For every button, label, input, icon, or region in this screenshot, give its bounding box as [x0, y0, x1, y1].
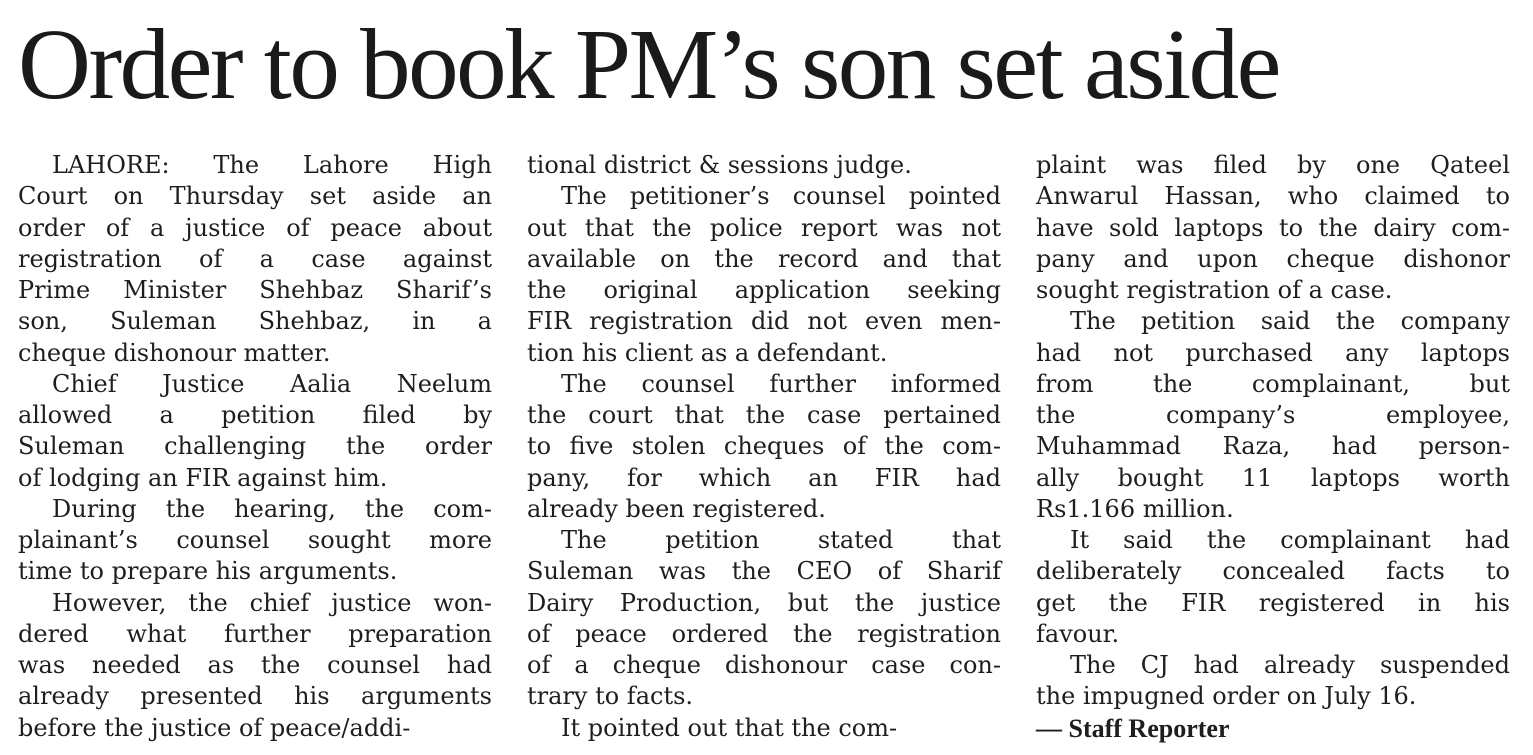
text-line: to five stolen cheques of the com- — [527, 432, 1001, 461]
paragraph — [527, 713, 1001, 744]
text-line: have sold laptops to the dairy com- — [1036, 213, 1510, 242]
text-line: Court on Thursday set aside an — [18, 182, 492, 211]
text-line: LAHORE: The Lahore High — [52, 151, 492, 179]
text-line: The counsel further informed — [561, 369, 1001, 398]
text-line: registration of a case against — [18, 244, 492, 273]
paragraph — [527, 181, 1001, 369]
paragraph — [18, 150, 492, 369]
text-line: Anwarul Hassan, who claimed to — [1036, 182, 1510, 211]
headline: Order to book PM’s son set aside — [18, 8, 1279, 120]
text-line: The petitioner’s counsel pointed — [561, 182, 1001, 211]
text-line: get the FIR registered in his — [1036, 588, 1510, 617]
text-line: had not purchased any laptops — [1036, 338, 1510, 367]
text-line: deliberately concealed facts to — [1036, 557, 1510, 586]
text-line: Chief Justice Aalia Neelum — [52, 369, 492, 398]
text-line: was needed as the counsel had — [18, 651, 492, 679]
text-line: cheque dishonour matter. — [18, 338, 331, 367]
text-line: already been registered. — [527, 494, 826, 523]
text-line: The petition said the company — [1070, 307, 1510, 336]
text-line: before the justice of peace/addi- — [18, 713, 411, 742]
text-line: Suleman was the CEO of Sharif — [527, 557, 1001, 586]
text-line: of lodging an FIR against him. — [18, 463, 388, 492]
text-line: Rs1.166 million. — [1036, 494, 1234, 523]
paragraph — [1036, 525, 1510, 650]
paragraph — [527, 369, 1001, 525]
text-line: of a cheque dishonour case con- — [527, 651, 1001, 679]
text-line: the impugned order on July 16. — [1036, 682, 1417, 711]
article-column-2 — [527, 150, 1001, 744]
text-line: already presented his arguments — [18, 682, 492, 711]
text-line: sought registration of a case. — [1036, 276, 1393, 304]
article-column-1 — [18, 150, 492, 744]
text-line: However, the chief justice won- — [52, 588, 492, 617]
paragraph — [18, 494, 492, 588]
paragraph — [527, 150, 1001, 181]
text-line: of peace ordered the registration — [527, 619, 1001, 648]
text-line: Suleman challenging the order — [18, 432, 492, 461]
text-line: It pointed out that the com- — [561, 713, 898, 742]
text-line: trary to facts. — [527, 682, 694, 711]
text-line: plaint was filed by one Qateel — [1036, 151, 1510, 179]
text-line: order of a justice of peace about — [18, 213, 492, 242]
paragraph — [1036, 650, 1510, 713]
text-line: son, Suleman Shehbaz, in a — [18, 307, 492, 336]
text-line: allowed a petition filed by — [18, 401, 492, 429]
text-line: During the hearing, the com- — [52, 494, 492, 523]
paragraph — [527, 525, 1001, 713]
text-line: FIR registration did not even men- — [527, 307, 1001, 336]
text-line: tion his client as a defendant. — [527, 338, 888, 367]
text-line: Muhammad Raza, had person- — [1036, 432, 1510, 461]
text-line: Dairy Production, but the justice — [527, 588, 1001, 617]
text-line: out that the police report was not — [527, 213, 1001, 242]
paragraph — [1036, 306, 1510, 525]
text-line: ally bought 11 laptops worth — [1036, 463, 1510, 492]
text-line: The CJ had already suspended — [1070, 651, 1510, 679]
text-line: time to prepare his arguments. — [18, 557, 398, 586]
text-line: It said the complainant had — [1070, 526, 1510, 554]
text-line: the court that the case pertained — [527, 401, 1001, 429]
article-column-3 — [1036, 150, 1510, 744]
text-line: plainant’s counsel sought more — [18, 526, 492, 554]
text-line: tional district & sessions judge. — [527, 151, 912, 179]
text-line: pany, for which an FIR had — [527, 463, 1001, 492]
paragraph — [18, 369, 492, 494]
text-line: available on the record and that — [527, 244, 1001, 273]
text-line: the original application seeking — [527, 276, 1001, 304]
byline: — Staff Reporter — [1036, 713, 1230, 743]
text-line: The petition stated that — [561, 526, 1001, 554]
text-line: Prime Minister Shehbaz Sharif’s — [18, 276, 492, 304]
text-line: pany and upon cheque dishonor — [1036, 244, 1510, 273]
text-line: favour. — [1036, 619, 1120, 648]
paragraph — [18, 588, 492, 744]
text-line: dered what further preparation — [18, 619, 492, 648]
text-line: from the complainant, but — [1036, 369, 1510, 398]
text-line: the company’s employee, — [1036, 401, 1510, 429]
paragraph — [1036, 150, 1510, 306]
